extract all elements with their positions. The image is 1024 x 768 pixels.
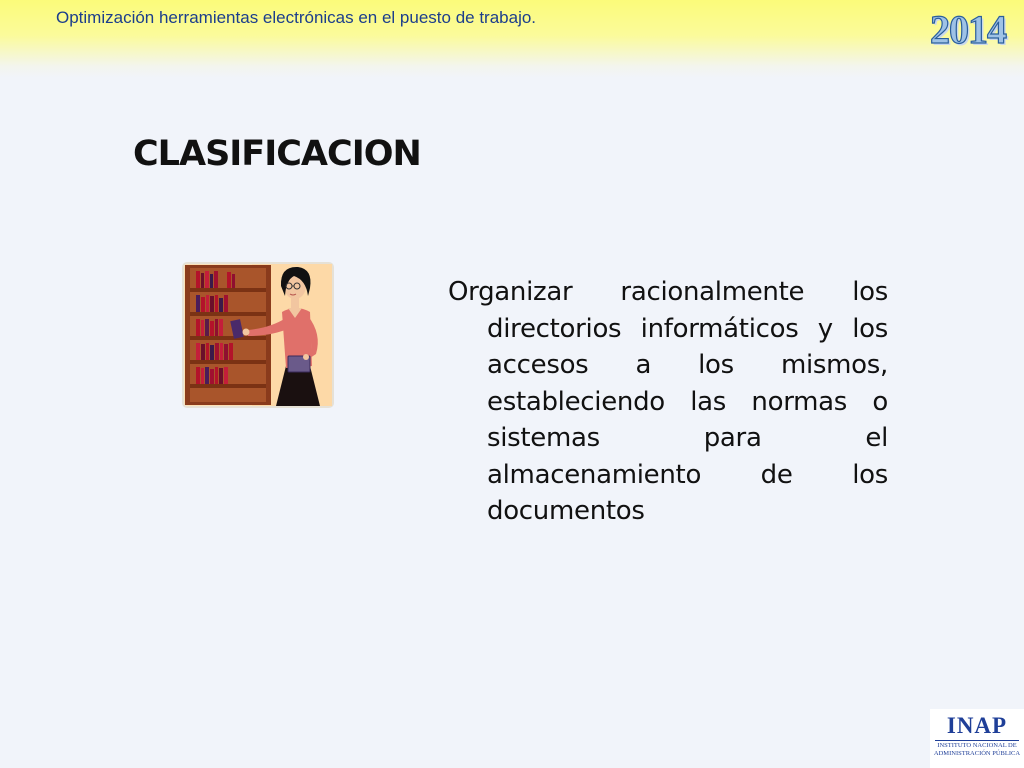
- woman-at-bookshelf-icon: [182, 262, 334, 408]
- inap-logo: [930, 709, 1024, 768]
- slide-title: CLASIFICACION: [133, 134, 421, 174]
- logo-line-2: ADMINISTRACIÓN PÚBLICA: [933, 750, 1021, 757]
- header-title: Optimización herramientas electrónicas en el puesto de trabajo.: [56, 8, 537, 27]
- year-label: 2014: [930, 7, 1006, 52]
- body-paragraph: Organizar racionalmente los directorios informáticos y los accesos a los mismos, estableciendo las normas o sistemas para el almacenamiento de los documentos: [448, 277, 888, 526]
- logo-divider: [935, 740, 1019, 741]
- logo-name: INAP: [946, 713, 1008, 738]
- logo-line-1: INSTITUTO NACIONAL DE: [937, 742, 1017, 749]
